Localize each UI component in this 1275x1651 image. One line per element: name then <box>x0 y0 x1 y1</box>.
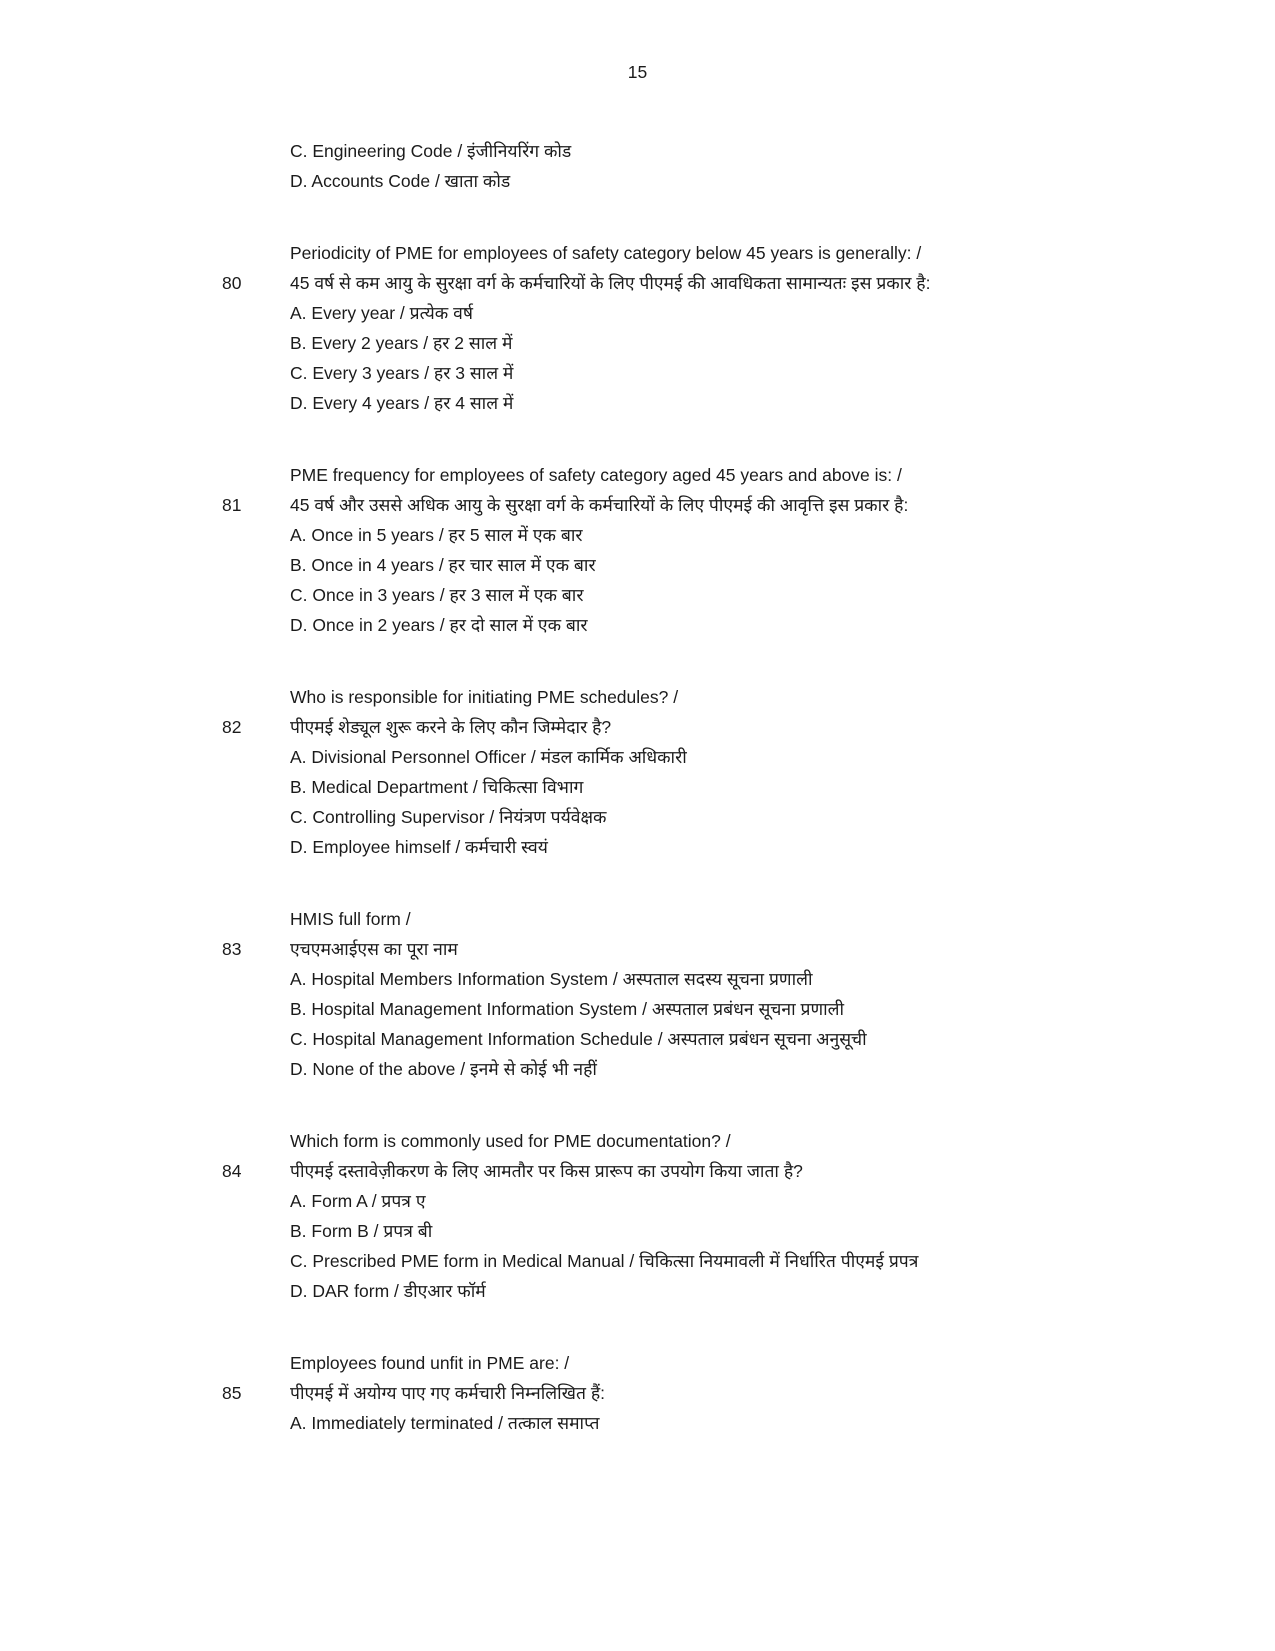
option-line: A. Divisional Personnel Officer / मंडल कार्मिक अधिकारी <box>290 747 687 767</box>
question-text-hindi: पीएमई में अयोग्य पाए गए कर्मचारी निम्नलिखित हैं: <box>290 1383 605 1403</box>
question-number: 82 <box>222 717 242 737</box>
option-line: D. DAR form / डीएआर फॉर्म <box>290 1281 486 1301</box>
page-number: 15 <box>627 62 648 82</box>
option-line: D. None of the above / इनमे से कोई भी नहीं <box>290 1059 597 1079</box>
question-number: 84 <box>222 1161 242 1181</box>
option-line: C. Once in 3 years / हर 3 साल में एक बार <box>290 585 584 605</box>
question-text-english: PME frequency for employees of safety category aged 45 years and above is: / <box>290 465 902 485</box>
question-text-hindi: पीएमई दस्तावेज़ीकरण के लिए आमतौर पर किस प्रारूप का उपयोग किया जाता है? <box>290 1161 803 1181</box>
option-line: A. Once in 5 years / हर 5 साल में एक बार <box>290 525 583 545</box>
option-line: C. Controlling Supervisor / नियंत्रण पर्यवेक्षक <box>290 807 607 827</box>
option-line: C. Hospital Management Information Schedule / अस्पताल प्रबंधन सूचना अनुसूची <box>290 1029 867 1049</box>
option-line: B. Medical Department / चिकित्सा विभाग <box>290 777 584 797</box>
question-text-english: Employees found unfit in PME are: / <box>290 1353 570 1373</box>
option-line: D. Employee himself / कर्मचारी स्वयं <box>290 837 548 857</box>
option-line: B. Once in 4 years / हर चार साल में एक बार <box>290 555 596 575</box>
question-block-85 <box>222 1348 1132 1438</box>
option-line: A. Form A / प्रपत्र ए <box>290 1191 426 1211</box>
question-text-hindi: 45 वर्ष और उससे अधिक आयु के सुरक्षा वर्ग के कर्मचारियों के लिए पीएमई की आवृत्ति इस प्रकार है: <box>290 495 909 515</box>
option-line: A. Hospital Members Information System / अस्पताल सदस्य सूचना प्रणाली <box>290 969 813 989</box>
question-block-80 <box>222 238 1132 418</box>
option-line: A. Immediately terminated / तत्काल समाप्त <box>290 1413 600 1433</box>
option-line: C. Prescribed PME form in Medical Manual / चिकित्सा नियमावली में निर्धारित पीएमई प्रपत्र <box>290 1251 919 1271</box>
option-line: C. Engineering Code / इंजीनियरिंग कोड <box>290 141 572 161</box>
option-line: D. Once in 2 years / हर दो साल में एक बार <box>290 615 588 635</box>
question-text-hindi: 45 वर्ष से कम आयु के सुरक्षा वर्ग के कर्मचारियों के लिए पीएमई की आवधिकता सामान्यतः इस प्रकार है: <box>290 273 931 293</box>
option-line: C. Every 3 years / हर 3 साल में <box>290 363 514 383</box>
option-line: A. Every year / प्रत्येक वर्ष <box>290 303 473 323</box>
question-text-hindi: एचएमआईएस का पूरा नाम <box>290 939 458 959</box>
option-line: D. Every 4 years / हर 4 साल में <box>290 393 514 413</box>
question-text-english: Which form is commonly used for PME documentation? / <box>290 1131 731 1151</box>
option-line: B. Form B / प्रपत्र बी <box>290 1221 433 1241</box>
question-text-english: HMIS full form / <box>290 909 411 929</box>
question-number: 81 <box>222 495 242 515</box>
question-block-82 <box>222 682 1132 862</box>
question-block-84 <box>222 1126 1132 1306</box>
question-text-english: Periodicity of PME for employees of safety category below 45 years is generally: / <box>290 243 922 263</box>
option-line: B. Every 2 years / हर 2 साल में <box>290 333 513 353</box>
option-line: D. Accounts Code / खाता कोड <box>290 171 511 191</box>
question-block-83 <box>222 904 1132 1084</box>
question-block-81 <box>222 460 1132 640</box>
question-number: 85 <box>222 1383 242 1403</box>
option-line: B. Hospital Management Information System / अस्पताल प्रबंधन सूचना प्रणाली <box>290 999 845 1019</box>
question-text-english: Who is responsible for initiating PME schedules? / <box>290 687 679 707</box>
question-list <box>222 136 1132 1438</box>
question-text-hindi: पीएमई शेड्यूल शुरू करने के लिए कौन जिम्मेदार है? <box>290 717 612 737</box>
question-number: 80 <box>222 273 242 293</box>
previous-question-trailing-options <box>222 136 1132 196</box>
question-number: 83 <box>222 939 242 959</box>
